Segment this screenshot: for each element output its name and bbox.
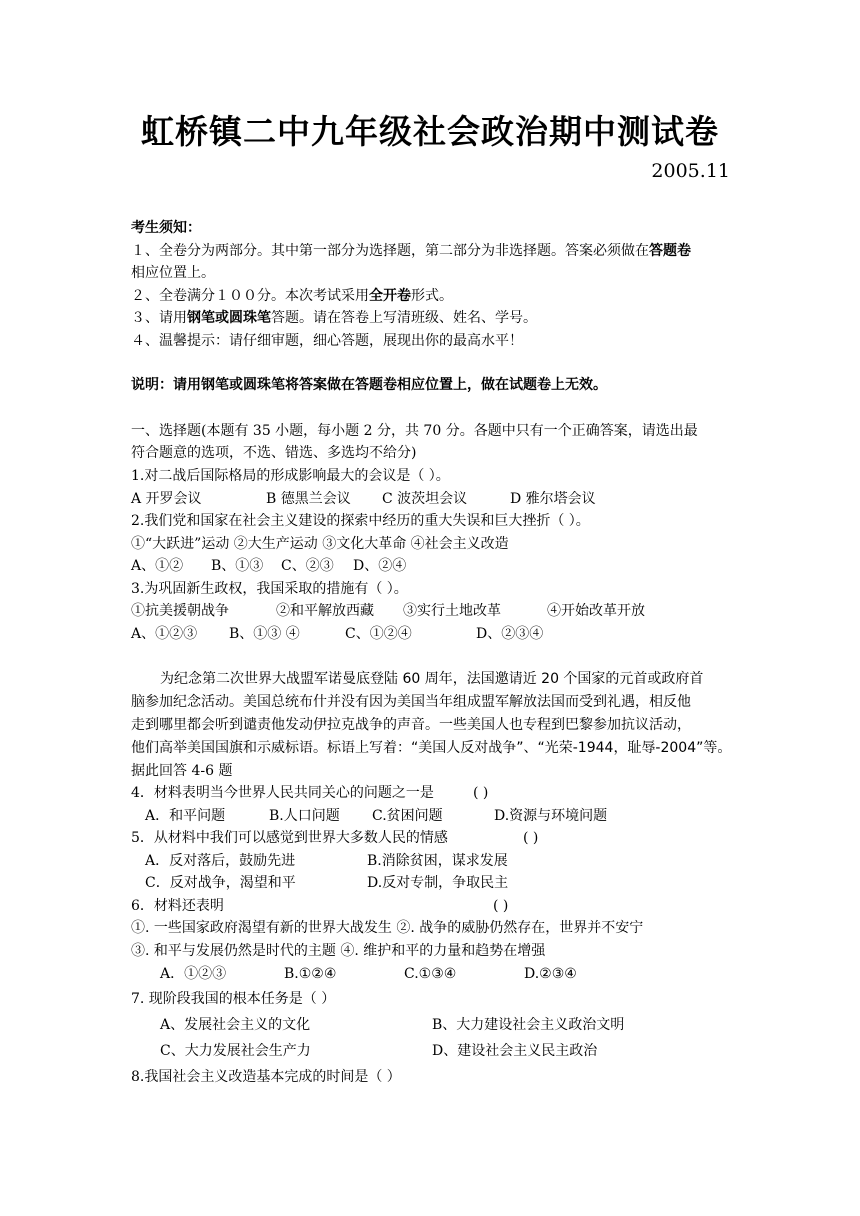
q3-option-d: D、②③④ xyxy=(476,626,544,642)
q5-answer-paren: ( ) xyxy=(523,830,539,846)
q7-option-c: C、大力发展社会生产力 xyxy=(160,1043,311,1059)
notice-heading: 考生须知： xyxy=(131,220,201,236)
question-8-stem: 8.我国社会主义改造基本完成的时间是（ ） xyxy=(131,1069,401,1085)
notice-item-4: ４、温馨提示：请仔细审题，细心答题，展现出你的最高水平！ xyxy=(131,333,523,349)
q6-answer-paren: ( ) xyxy=(493,898,509,914)
instruction-text: 说明：请用钢笔或圆珠笔将答案做在答题卷相应位置上，做在试题卷上无效。 xyxy=(131,377,607,393)
material-line-1: 为纪念第二次世界大战盟军诺曼底登陆 60 周年，法国邀请近 20 个国家的元首或政府首 xyxy=(160,671,704,687)
q4-option-d: D.资源与环境问题 xyxy=(494,808,608,824)
question-2-items: ①“大跃进”运动 ②大生产运动 ③文化大革命 ④社会主义改造 xyxy=(131,536,509,552)
material-line-3: 走到哪里都会听到谴责他发动伊拉克战争的声音。一些美国人也专程到巴黎参加抗议活动， xyxy=(131,717,691,733)
q1-option-d: D 雅尔塔会议 xyxy=(510,491,596,507)
q7-option-b: B、大力建设社会主义政治文明 xyxy=(432,1017,625,1033)
material-line-4: 他们高举美国国旗和示威标语。标语上写着：“美国人反对战争”、“光荣-1944，耻辱-2004”等。 xyxy=(131,740,732,756)
question-4-stem: 4．材料表明当今世界人民共同关心的问题之一是 ( ) xyxy=(131,782,434,804)
question-5-stem: 5．从材料中我们可以感觉到世界大多数人民的情感 ( ) xyxy=(131,827,448,849)
q7-option-d: D、建设社会主义民主政治 xyxy=(432,1043,598,1059)
q4-answer-paren: ( ) xyxy=(473,785,489,801)
question-6-stem: 6．材料还表明 ( ) xyxy=(131,895,224,917)
q6-option-d: D.②③④ xyxy=(524,966,577,982)
q4-option-c: C.贫困问题 xyxy=(372,808,443,824)
q3-item-4: ④开始改革开放 xyxy=(547,603,645,619)
notice-item-1-cont: 相应位置上。 xyxy=(131,265,215,281)
q2-option-c: C、②③ xyxy=(281,558,334,574)
question-7-stem: 7. 现阶段我国的根本任务是（ ） xyxy=(131,991,336,1007)
q5-option-d: D.反对专制，争取民主 xyxy=(367,875,509,891)
q3-option-c: C、①②④ xyxy=(345,626,412,642)
q3-item-2: ②和平解放西藏 xyxy=(276,603,374,619)
q4-option-b: B.人口问题 xyxy=(269,808,340,824)
q5-option-c: C．反对战争，渴望和平 xyxy=(145,875,296,891)
material-line-5: 据此回答 4-6 题 xyxy=(131,763,233,779)
question-6-items-2: ③. 和平与发展仍然是时代的主题 ④. 维护和平的力量和趋势在增强 xyxy=(131,943,546,959)
q7-option-a: A、发展社会主义的文化 xyxy=(160,1017,311,1033)
notice-item-2: ２、全卷满分１００分。本次考试采用全开卷形式。 xyxy=(131,288,453,304)
q4-option-a: A．和平问题 xyxy=(145,808,226,824)
q1-option-b: B 德黑兰会议 xyxy=(266,491,351,507)
q2-option-a: A、①② xyxy=(131,558,184,574)
question-1-stem: 1.对二战后国际格局的形成影响最大的会议是（ ）。 xyxy=(131,468,450,484)
section-intro-line-1: 一、选择题(本题有 35 小题，每小题 2 分，共 70 分。各题中只有一个正确答案，请选出最 xyxy=(131,423,698,439)
question-3-stem: 3.为巩固新生政权，我国采取的措施有（ ）。 xyxy=(131,581,408,597)
q3-item-1: ①抗美援朝战争 xyxy=(131,603,229,619)
exam-title: 虹桥镇二中九年级社会政治期中测试卷 xyxy=(141,112,719,151)
q6-option-a: A．①②③ xyxy=(160,966,227,982)
material-line-2: 脑参加纪念活动。美国总统布什并没有因为美国当年组成盟军解放法国而受到礼遇，相反他 xyxy=(131,694,691,710)
notice-item-3: ３、请用钢笔或圆珠笔答题。请在答卷上写清班级、姓名、学号。 xyxy=(131,310,537,326)
q6-option-c: C.①③④ xyxy=(404,966,457,982)
q5-option-b: B.消除贫困，谋求发展 xyxy=(367,853,508,869)
q3-option-b: B、①③ ④ xyxy=(229,626,300,642)
q6-option-b: B.①②④ xyxy=(284,966,337,982)
exam-date: 2005.11 xyxy=(651,160,730,182)
q2-option-b: B、①③ xyxy=(211,558,264,574)
q3-item-3: ③实行土地改革 xyxy=(403,603,501,619)
q1-option-c: C 波茨坦会议 xyxy=(382,491,468,507)
section-intro-line-2: 符合题意的选项，不选、错选、多选均不给分) xyxy=(131,445,417,461)
q1-option-a: A 开罗会议 xyxy=(131,491,202,507)
q5-option-a: A．反对落后，鼓励先进 xyxy=(145,853,296,869)
q2-option-d: D、②④ xyxy=(353,558,407,574)
question-2-stem: 2.我们党和国家在社会主义建设的探索中经历的重大失误和巨大挫折（ ）。 xyxy=(131,513,590,529)
notice-item-1: １、全卷分为两部分。其中第一部分为选择题，第二部分为非选择题。答案必须做在答题卷 xyxy=(131,243,691,259)
q3-option-a: A、①②③ xyxy=(131,626,198,642)
question-6-items-1: ①. 一些国家政府渴望有新的世界大战发生 ②. 战争的威胁仍然存在，世界并不安宁 xyxy=(131,920,644,936)
